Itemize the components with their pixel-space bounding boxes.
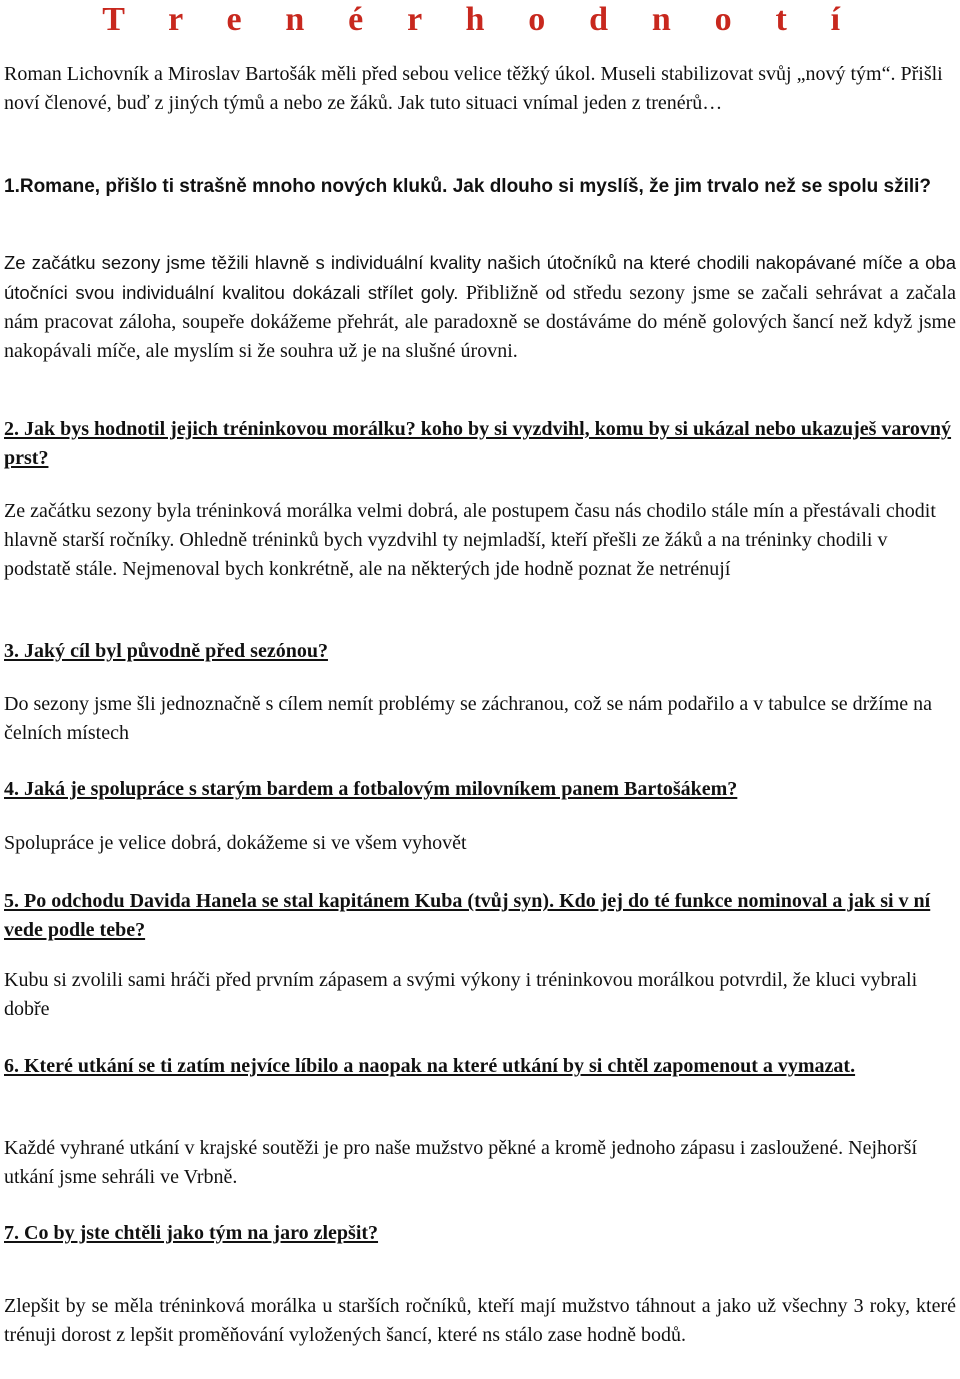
answer-5: Kubu si zvolili sami hráči před prvním zápasem a svými výkony i tréninkovou morálkou potvrdil, že kluci vybrali dobře xyxy=(4,969,918,1020)
answer-1-part-2: Přibližně od středu sezony jsme se začali sehrávat a začala nám pracovat záloha, soupeře dokážeme přehrát, ale paradoxně se dostáváme do méně golových šancí než když jsme nakopávali míče, ale myslím si že souhra už je na slušné úrovni. xyxy=(4,282,956,362)
answer-2: Ze začátku sezony byla tréninková morálka velmi dobrá, ale postupem času nás chodilo stále mín a přestávali chodit hlavně starší ročníky. Ohledně tréninků bych vyzdvihl ty nejmladší, kteří přešli ze žáků a na tréninky chodili v podstatě stále. Nejmenoval bych konkrétně, ale na některých jde hodně poznat že netrénují xyxy=(4,500,936,580)
answer-1-part-1: Ze začátku sezony jsme těžili hlavně s individuální kvality našich útočníků na které chodili nakopávané míče a oba útočníci svou individuální kvalitou dokázali střílet goly. xyxy=(4,252,956,303)
question-7: 7. Co by jste chtěli jako tým na jaro zlepšit? xyxy=(4,1222,379,1244)
question-4: 4. Jaká je spolupráce s starým bardem a fotbalovým milovníkem panem Bartošákem? xyxy=(4,778,738,800)
question-3: 3. Jaký cíl byl původně před sezónou? xyxy=(4,640,328,662)
answer-4: Spolupráce je velice dobrá, dokážeme si ve všem vyhovět xyxy=(4,832,467,854)
question-5: 5. Po odchodu Davida Hanela se stal kapitánem Kuba (tvůj syn). Kdo jej do té funkce nominoval a jak si v ní vede podle tebe? xyxy=(4,890,931,941)
answer-6: Každé vyhrané utkání v krajské soutěži je pro naše mužstvo pěkné a kromě jednoho zápasu i zasloužené. Nejhorší utkání jsme sehráli ve Vrbně. xyxy=(4,1137,918,1188)
question-2: 2. Jak bys hodnotil jejich tréninkovou morálku? koho by si vyzdvihl, komu by si ukázal nebo ukazuješ varovný prst? xyxy=(4,418,952,469)
question-6: 6. Které utkání se ti zatím nejvíce líbilo a naopak na které utkání by si chtěl zapomenout a vymazat. xyxy=(4,1055,856,1077)
question-1: 1.Romane, přišlo ti strašně mnoho nových kluků. Jak dlouho si myslíš, že jim trvalo než se spolu sžili? xyxy=(4,176,932,197)
page-title: T r e n é r h o d n o t í xyxy=(102,1,858,38)
answer-7: Zlepšit by se měla tréninková morálka u starších ročníků, kteří mají mužstvo táhnout a jako už všechny 3 roky, které trénuji dorost z lepšit proměňování vyložených šancí, které ns stálo zase hodně bodů. xyxy=(4,1295,956,1346)
intro-paragraph: Roman Lichovník a Miroslav Bartošák měli před sebou velice těžký úkol. Museli stabilizovat svůj „nový tým“. Přišli noví členové, buď z jiných týmů a nebo ze žáků. Jak tuto situaci vnímal jeden z trenérů… xyxy=(4,63,943,114)
answer-3: Do sezony jsme šli jednoznačně s cílem nemít problémy se záchranou, což se nám podařilo a v tabulce se držíme na čelních místech xyxy=(4,693,933,744)
answer-1 xyxy=(4,248,956,366)
